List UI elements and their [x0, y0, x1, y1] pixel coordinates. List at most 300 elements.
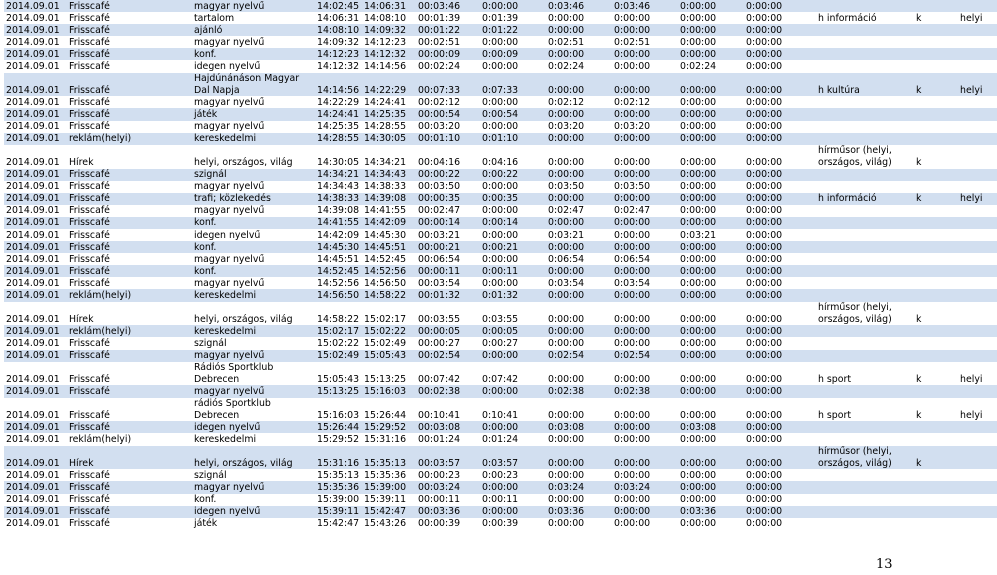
start-time-cell: 15:35:36 [315, 481, 362, 493]
time-col-4-cell: 0:00:00 [678, 446, 744, 470]
genre-cell: h kultúra [816, 73, 914, 97]
time-col-2-cell: 0:00:00 [546, 265, 612, 277]
table-row [4, 108, 997, 120]
category-cell: trafi; közlekedés [192, 193, 315, 205]
category-cell: szignál [192, 337, 315, 349]
duration-cell: 00:00:21 [416, 241, 480, 253]
program-cell: Frisscafé [67, 108, 192, 120]
date-cell: 2014.09.01 [4, 277, 67, 289]
time-col-4-cell: 0:00:00 [678, 96, 744, 108]
category-cell: magyar nyelvű [192, 96, 315, 108]
time-col-4-cell: 0:00:00 [678, 12, 744, 24]
duration-cell: 00:06:54 [416, 253, 480, 265]
scope-cell: helyi [958, 362, 997, 386]
time-col-2-cell: 0:00:00 [546, 337, 612, 349]
code-cell [914, 133, 958, 145]
time-col-4-cell: 0:00:00 [678, 205, 744, 217]
category-cell: helyi, országos, világ [192, 446, 315, 470]
program-cell: Hírek [67, 302, 192, 326]
time-col-4-cell: 0:00:00 [678, 253, 744, 265]
program-cell: Frisscafé [67, 205, 192, 217]
time-col-1-cell: 0:01:39 [480, 12, 546, 24]
start-time-cell: 15:35:13 [315, 469, 362, 481]
time-col-2-cell: 0:00:00 [546, 73, 612, 97]
genre-cell [816, 265, 914, 277]
time-col-4-cell: 0:00:00 [678, 73, 744, 97]
duration-cell: 00:01:22 [416, 24, 480, 36]
code-cell [914, 241, 958, 253]
scope-cell [958, 277, 997, 289]
table-row [4, 325, 997, 337]
duration-cell: 00:01:24 [416, 433, 480, 445]
category-cell: játék [192, 518, 315, 530]
genre-cell [816, 506, 914, 518]
time-col-4-cell: 0:03:21 [678, 229, 744, 241]
scope-cell [958, 506, 997, 518]
time-col-2-cell: 0:02:12 [546, 96, 612, 108]
time-col-4-cell: 0:00:00 [678, 469, 744, 481]
date-cell: 2014.09.01 [4, 48, 67, 60]
end-time-cell: 15:05:43 [362, 350, 416, 362]
time-col-3-cell: 0:00:00 [612, 302, 678, 326]
genre-cell [816, 169, 914, 181]
time-col-3-cell: 0:00:00 [612, 73, 678, 97]
duration-cell: 00:01:32 [416, 289, 480, 301]
scope-cell [958, 325, 997, 337]
start-time-cell: 14:24:41 [315, 108, 362, 120]
code-cell: k [914, 12, 958, 24]
time-col-2-cell: 0:00:00 [546, 241, 612, 253]
time-col-5-cell: 0:00:00 [744, 421, 816, 433]
time-col-4-cell: 0:00:00 [678, 241, 744, 253]
category-cell: magyar nyelvű [192, 36, 315, 48]
time-col-1-cell: 0:00:00 [480, 96, 546, 108]
genre-cell [816, 229, 914, 241]
duration-cell: 00:10:41 [416, 398, 480, 422]
time-col-4-cell: 0:00:00 [678, 494, 744, 506]
category-cell: magyar nyelvű [192, 181, 315, 193]
scope-cell [958, 385, 997, 397]
program-cell: Frisscafé [67, 96, 192, 108]
table-row [4, 205, 997, 217]
category-cell: szignál [192, 469, 315, 481]
table-row [4, 385, 997, 397]
start-time-cell: 14:22:29 [315, 96, 362, 108]
time-col-5-cell: 0:00:00 [744, 96, 816, 108]
table-row [4, 421, 997, 433]
scope-cell [958, 60, 997, 72]
table-row [4, 193, 997, 205]
end-time-cell: 14:12:23 [362, 36, 416, 48]
time-col-5-cell: 0:00:00 [744, 265, 816, 277]
time-col-3-cell: 0:00:00 [612, 12, 678, 24]
time-col-3-cell: 0:00:00 [612, 169, 678, 181]
table-row [4, 169, 997, 181]
time-col-5-cell: 0:00:00 [744, 337, 816, 349]
code-cell [914, 277, 958, 289]
genre-cell [816, 385, 914, 397]
scope-cell [958, 337, 997, 349]
table-row [4, 518, 997, 530]
duration-cell: 00:00:39 [416, 518, 480, 530]
scope-cell [958, 253, 997, 265]
time-col-3-cell: 0:00:00 [612, 229, 678, 241]
program-cell: Frisscafé [67, 60, 192, 72]
genre-cell [816, 241, 914, 253]
code-cell [914, 169, 958, 181]
start-time-cell: 14:34:21 [315, 169, 362, 181]
end-time-cell: 14:41:55 [362, 205, 416, 217]
start-time-cell: 14:06:31 [315, 12, 362, 24]
date-cell: 2014.09.01 [4, 121, 67, 133]
program-cell: Frisscafé [67, 169, 192, 181]
scope-cell [958, 265, 997, 277]
time-col-5-cell: 0:00:00 [744, 518, 816, 530]
code-cell [914, 481, 958, 493]
duration-cell: 00:03:57 [416, 446, 480, 470]
duration-cell: 00:00:14 [416, 217, 480, 229]
time-col-2-cell: 0:00:00 [546, 169, 612, 181]
time-col-5-cell: 0:00:00 [744, 469, 816, 481]
start-time-cell: 15:26:44 [315, 421, 362, 433]
start-time-cell: 15:02:22 [315, 337, 362, 349]
date-cell: 2014.09.01 [4, 108, 67, 120]
start-time-cell: 14:45:51 [315, 253, 362, 265]
duration-cell: 00:00:23 [416, 469, 480, 481]
category-cell: tartalom [192, 12, 315, 24]
time-col-4-cell: 0:00:00 [678, 181, 744, 193]
time-col-4-cell: 0:00:00 [678, 24, 744, 36]
start-time-cell: 14:38:33 [315, 193, 362, 205]
time-col-1-cell: 0:00:00 [480, 421, 546, 433]
time-col-2-cell: 0:00:00 [546, 48, 612, 60]
code-cell [914, 24, 958, 36]
time-col-2-cell: 0:00:00 [546, 398, 612, 422]
time-col-5-cell: 0:00:00 [744, 241, 816, 253]
code-cell: k [914, 446, 958, 470]
date-cell: 2014.09.01 [4, 350, 67, 362]
page-number: 13 [876, 557, 893, 572]
program-cell: Frisscafé [67, 241, 192, 253]
time-col-4-cell: 0:00:00 [678, 193, 744, 205]
time-col-5-cell: 0:00:00 [744, 217, 816, 229]
end-time-cell: 14:25:35 [362, 108, 416, 120]
time-col-1-cell: 0:00:14 [480, 217, 546, 229]
time-col-5-cell: 0:00:00 [744, 193, 816, 205]
time-col-5-cell: 0:00:00 [744, 133, 816, 145]
date-cell: 2014.09.01 [4, 302, 67, 326]
category-cell: Hajdúnánáson Magyar Dal Napja [192, 73, 315, 97]
end-time-cell: 14:22:29 [362, 73, 416, 97]
genre-cell [816, 277, 914, 289]
scope-cell: helyi [958, 73, 997, 97]
end-time-cell: 15:02:17 [362, 302, 416, 326]
category-cell: kereskedelmi [192, 433, 315, 445]
genre-cell [816, 253, 914, 265]
time-col-4-cell: 0:00:00 [678, 481, 744, 493]
program-cell: reklám(helyi) [67, 133, 192, 145]
table-row [4, 241, 997, 253]
duration-cell: 00:04:16 [416, 145, 480, 169]
time-col-4-cell: 0:00:00 [678, 133, 744, 145]
table-row [4, 337, 997, 349]
table-row [4, 96, 997, 108]
date-cell: 2014.09.01 [4, 36, 67, 48]
time-col-1-cell: 0:00:05 [480, 325, 546, 337]
genre-cell [816, 469, 914, 481]
program-cell: Frisscafé [67, 73, 192, 97]
duration-cell: 00:00:35 [416, 193, 480, 205]
category-cell: kereskedelmi [192, 325, 315, 337]
time-col-3-cell: 0:03:50 [612, 181, 678, 193]
time-col-5-cell: 0:00:00 [744, 229, 816, 241]
end-time-cell: 14:42:09 [362, 217, 416, 229]
start-time-cell: 15:29:52 [315, 433, 362, 445]
time-col-4-cell: 0:00:00 [678, 145, 744, 169]
time-col-3-cell: 0:00:00 [612, 446, 678, 470]
date-cell: 2014.09.01 [4, 96, 67, 108]
end-time-cell: 14:38:33 [362, 181, 416, 193]
code-cell [914, 96, 958, 108]
time-col-2-cell: 0:00:00 [546, 494, 612, 506]
time-col-4-cell: 0:00:00 [678, 325, 744, 337]
scope-cell [958, 24, 997, 36]
time-col-5-cell: 0:00:00 [744, 12, 816, 24]
category-cell: magyar nyelvű [192, 0, 315, 12]
time-col-2-cell: 0:03:54 [546, 277, 612, 289]
time-col-1-cell: 0:00:39 [480, 518, 546, 530]
program-cell: Frisscafé [67, 350, 192, 362]
start-time-cell: 15:16:03 [315, 398, 362, 422]
scope-cell [958, 121, 997, 133]
program-cell: Frisscafé [67, 481, 192, 493]
code-cell: k [914, 73, 958, 97]
time-col-1-cell: 0:00:00 [480, 277, 546, 289]
time-col-3-cell: 0:00:00 [612, 108, 678, 120]
time-col-3-cell: 0:00:00 [612, 133, 678, 145]
scope-cell [958, 217, 997, 229]
time-col-5-cell: 0:00:00 [744, 73, 816, 97]
genre-cell [816, 24, 914, 36]
end-time-cell: 14:12:32 [362, 48, 416, 60]
time-col-1-cell: 0:03:57 [480, 446, 546, 470]
genre-cell: hírműsor (helyi, országos, világ) [816, 446, 914, 470]
date-cell: 2014.09.01 [4, 193, 67, 205]
start-time-cell: 15:05:43 [315, 362, 362, 386]
time-col-3-cell: 0:00:00 [612, 398, 678, 422]
time-col-1-cell: 0:00:00 [480, 205, 546, 217]
program-cell: Frisscafé [67, 277, 192, 289]
program-cell: Frisscafé [67, 253, 192, 265]
time-col-5-cell: 0:00:00 [744, 277, 816, 289]
duration-cell: 00:00:05 [416, 325, 480, 337]
program-cell: Frisscafé [67, 518, 192, 530]
genre-cell [816, 108, 914, 120]
time-col-3-cell: 0:00:00 [612, 494, 678, 506]
genre-cell [816, 325, 914, 337]
category-cell: magyar nyelvű [192, 277, 315, 289]
category-cell: konf. [192, 217, 315, 229]
category-cell: magyar nyelvű [192, 253, 315, 265]
start-time-cell: 14:12:32 [315, 60, 362, 72]
category-cell: kereskedelmi [192, 133, 315, 145]
time-col-1-cell: 0:04:16 [480, 145, 546, 169]
time-col-3-cell: 0:00:00 [612, 289, 678, 301]
start-time-cell: 14:08:10 [315, 24, 362, 36]
program-cell: Frisscafé [67, 0, 192, 12]
time-col-1-cell: 0:00:11 [480, 265, 546, 277]
time-col-1-cell: 0:07:33 [480, 73, 546, 97]
start-time-cell: 14:45:30 [315, 241, 362, 253]
duration-cell: 00:00:11 [416, 494, 480, 506]
time-col-5-cell: 0:00:00 [744, 24, 816, 36]
start-time-cell: 14:42:09 [315, 229, 362, 241]
date-cell: 2014.09.01 [4, 60, 67, 72]
category-cell: ajánló [192, 24, 315, 36]
time-col-4-cell: 0:00:00 [678, 518, 744, 530]
program-cell: Frisscafé [67, 181, 192, 193]
start-time-cell: 14:30:05 [315, 145, 362, 169]
code-cell [914, 325, 958, 337]
end-time-cell: 14:28:55 [362, 121, 416, 133]
time-col-5-cell: 0:00:00 [744, 506, 816, 518]
code-cell [914, 433, 958, 445]
genre-cell: h információ [816, 12, 914, 24]
time-col-3-cell: 0:00:00 [612, 469, 678, 481]
date-cell: 2014.09.01 [4, 145, 67, 169]
time-col-4-cell: 0:00:00 [678, 337, 744, 349]
time-col-2-cell: 0:02:54 [546, 350, 612, 362]
date-cell: 2014.09.01 [4, 446, 67, 470]
duration-cell: 00:02:24 [416, 60, 480, 72]
time-col-3-cell: 0:00:00 [612, 506, 678, 518]
table-row [4, 60, 997, 72]
genre-cell: h sport [816, 398, 914, 422]
duration-cell: 00:00:11 [416, 265, 480, 277]
program-cell: Frisscafé [67, 398, 192, 422]
time-col-5-cell: 0:00:00 [744, 350, 816, 362]
time-col-2-cell: 0:03:24 [546, 481, 612, 493]
table-row [4, 494, 997, 506]
category-cell: helyi, országos, világ [192, 302, 315, 326]
end-time-cell: 14:06:31 [362, 0, 416, 12]
time-col-1-cell: 0:01:32 [480, 289, 546, 301]
time-col-3-cell: 0:00:00 [612, 265, 678, 277]
start-time-cell: 15:02:49 [315, 350, 362, 362]
table-row [4, 302, 997, 326]
category-cell: szignál [192, 169, 315, 181]
genre-cell [816, 433, 914, 445]
category-cell: konf. [192, 241, 315, 253]
code-cell: k [914, 362, 958, 386]
category-cell: idegen nyelvű [192, 229, 315, 241]
scope-cell [958, 181, 997, 193]
end-time-cell: 14:58:22 [362, 289, 416, 301]
category-cell: rádiós Sportklub Debrecen [192, 398, 315, 422]
time-col-4-cell: 0:00:00 [678, 169, 744, 181]
time-col-5-cell: 0:00:00 [744, 481, 816, 493]
date-cell: 2014.09.01 [4, 469, 67, 481]
genre-cell [816, 205, 914, 217]
time-col-2-cell: 0:03:08 [546, 421, 612, 433]
end-time-cell: 15:43:26 [362, 518, 416, 530]
end-time-cell: 14:09:32 [362, 24, 416, 36]
time-col-3-cell: 0:00:00 [612, 337, 678, 349]
scope-cell [958, 494, 997, 506]
date-cell: 2014.09.01 [4, 481, 67, 493]
time-col-4-cell: 0:00:00 [678, 121, 744, 133]
time-col-2-cell: 0:00:00 [546, 24, 612, 36]
code-cell [914, 518, 958, 530]
time-col-2-cell: 0:02:24 [546, 60, 612, 72]
time-col-2-cell: 0:00:00 [546, 325, 612, 337]
time-col-5-cell: 0:00:00 [744, 494, 816, 506]
table-row [4, 229, 997, 241]
end-time-cell: 15:29:52 [362, 421, 416, 433]
time-col-5-cell: 0:00:00 [744, 169, 816, 181]
start-time-cell: 14:25:35 [315, 121, 362, 133]
scope-cell [958, 289, 997, 301]
time-col-4-cell: 0:00:00 [678, 265, 744, 277]
code-cell [914, 229, 958, 241]
date-cell: 2014.09.01 [4, 217, 67, 229]
start-time-cell: 14:52:56 [315, 277, 362, 289]
start-time-cell: 14:12:23 [315, 48, 362, 60]
table-row [4, 133, 997, 145]
duration-cell: 00:03:55 [416, 302, 480, 326]
time-col-1-cell: 0:00:00 [480, 121, 546, 133]
code-cell [914, 181, 958, 193]
time-col-4-cell: 0:00:00 [678, 0, 744, 12]
time-col-2-cell: 0:03:36 [546, 506, 612, 518]
time-col-3-cell: 0:03:24 [612, 481, 678, 493]
program-cell: Frisscafé [67, 494, 192, 506]
scope-cell [958, 350, 997, 362]
table-row [4, 181, 997, 193]
start-time-cell: 14:09:32 [315, 36, 362, 48]
time-col-5-cell: 0:00:00 [744, 325, 816, 337]
date-cell: 2014.09.01 [4, 181, 67, 193]
time-col-2-cell: 0:00:00 [546, 145, 612, 169]
table-row [4, 36, 997, 48]
duration-cell: 00:03:21 [416, 229, 480, 241]
time-col-1-cell: 0:00:21 [480, 241, 546, 253]
start-time-cell: 15:02:17 [315, 325, 362, 337]
genre-cell [816, 421, 914, 433]
time-col-5-cell: 0:00:00 [744, 385, 816, 397]
time-col-3-cell: 0:03:20 [612, 121, 678, 133]
program-cell: Hírek [67, 145, 192, 169]
date-cell: 2014.09.01 [4, 433, 67, 445]
program-cell: Frisscafé [67, 12, 192, 24]
time-col-1-cell: 0:00:54 [480, 108, 546, 120]
time-col-3-cell: 0:02:54 [612, 350, 678, 362]
start-time-cell: 14:41:55 [315, 217, 362, 229]
genre-cell [816, 96, 914, 108]
category-cell: idegen nyelvű [192, 60, 315, 72]
genre-cell [816, 121, 914, 133]
code-cell [914, 265, 958, 277]
duration-cell: 00:00:54 [416, 108, 480, 120]
duration-cell: 00:02:54 [416, 350, 480, 362]
duration-cell: 00:00:27 [416, 337, 480, 349]
program-cell: reklám(helyi) [67, 433, 192, 445]
start-time-cell: 14:28:55 [315, 133, 362, 145]
category-cell: konf. [192, 48, 315, 60]
duration-cell: 00:03:08 [416, 421, 480, 433]
time-col-3-cell: 0:00:00 [612, 518, 678, 530]
end-time-cell: 15:13:25 [362, 362, 416, 386]
